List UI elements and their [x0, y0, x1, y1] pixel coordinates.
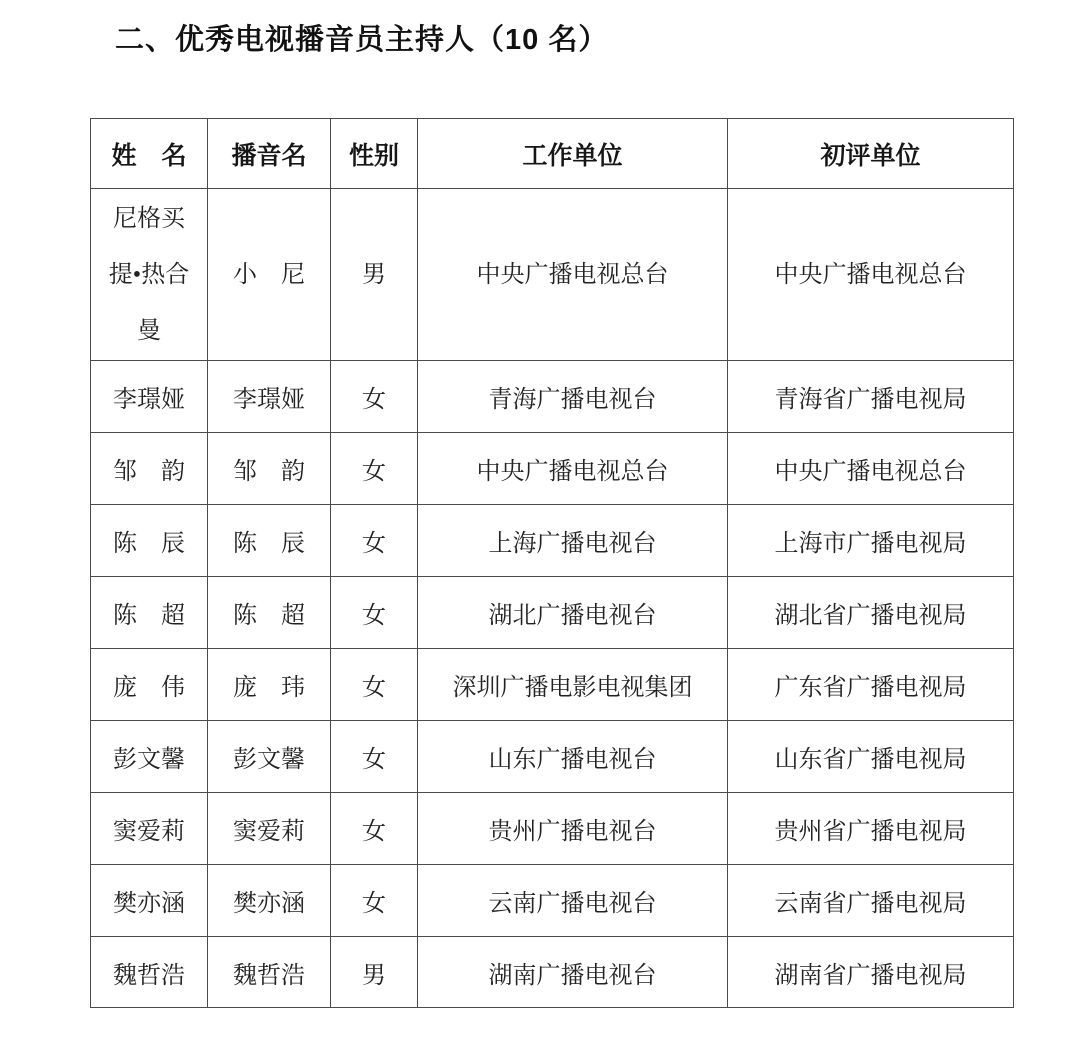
cell-review-unit: 山东省广播电视局	[728, 721, 1014, 793]
table-row	[91, 721, 1014, 793]
cell-review-unit: 广东省广播电视局	[728, 649, 1014, 721]
cell-name: 魏哲浩	[91, 937, 208, 1008]
table-row	[91, 937, 1014, 1008]
award-winners-table	[90, 118, 1014, 1008]
cell-stage-name: 陈 超	[208, 577, 331, 649]
table-row	[91, 505, 1014, 577]
cell-work-unit: 中央广播电视总台	[418, 189, 728, 361]
cell-review-unit: 中央广播电视总台	[728, 433, 1014, 505]
table-row	[91, 649, 1014, 721]
table-row	[91, 577, 1014, 649]
cell-stage-name: 庞 玮	[208, 649, 331, 721]
table-row	[91, 865, 1014, 937]
cell-work-unit: 云南广播电视台	[418, 865, 728, 937]
table-row	[91, 189, 1014, 361]
cell-gender: 女	[331, 721, 418, 793]
cell-gender: 女	[331, 649, 418, 721]
cell-name: 尼格买 提•热合 曼	[91, 189, 208, 361]
cell-stage-name: 邹 韵	[208, 433, 331, 505]
cell-review-unit: 湖北省广播电视局	[728, 577, 1014, 649]
cell-name: 彭文馨	[91, 721, 208, 793]
cell-gender: 女	[331, 865, 418, 937]
cell-gender: 男	[331, 189, 418, 361]
cell-gender: 女	[331, 505, 418, 577]
cell-name: 樊亦涵	[91, 865, 208, 937]
cell-review-unit: 青海省广播电视局	[728, 361, 1014, 433]
cell-work-unit: 山东广播电视台	[418, 721, 728, 793]
cell-gender: 女	[331, 577, 418, 649]
cell-work-unit: 湖南广播电视台	[418, 937, 728, 1008]
table-row	[91, 361, 1014, 433]
cell-gender: 男	[331, 937, 418, 1008]
header-gender: 性别	[331, 119, 418, 189]
header-review-unit: 初评单位	[728, 119, 1014, 189]
cell-stage-name: 窦爱莉	[208, 793, 331, 865]
cell-name: 陈 超	[91, 577, 208, 649]
cell-work-unit: 湖北广播电视台	[418, 577, 728, 649]
cell-name: 窦爱莉	[91, 793, 208, 865]
cell-stage-name: 魏哲浩	[208, 937, 331, 1008]
section-title: 二、优秀电视播音员主持人（10 名）	[115, 24, 609, 56]
cell-gender: 女	[331, 793, 418, 865]
cell-stage-name: 李璟娅	[208, 361, 331, 433]
cell-work-unit: 贵州广播电视台	[418, 793, 728, 865]
cell-work-unit: 青海广播电视台	[418, 361, 728, 433]
cell-name: 庞 伟	[91, 649, 208, 721]
header-name: 姓 名	[91, 119, 208, 189]
cell-review-unit: 中央广播电视总台	[728, 189, 1014, 361]
cell-review-unit: 上海市广播电视局	[728, 505, 1014, 577]
cell-stage-name: 彭文馨	[208, 721, 331, 793]
cell-gender: 女	[331, 433, 418, 505]
cell-work-unit: 深圳广播电影电视集团	[418, 649, 728, 721]
header-stage-name: 播音名	[208, 119, 331, 189]
cell-review-unit: 云南省广播电视局	[728, 865, 1014, 937]
cell-name: 陈 辰	[91, 505, 208, 577]
table-header-row	[91, 119, 1014, 189]
cell-name: 李璟娅	[91, 361, 208, 433]
cell-stage-name: 樊亦涵	[208, 865, 331, 937]
cell-review-unit: 湖南省广播电视局	[728, 937, 1014, 1008]
table-row	[91, 433, 1014, 505]
cell-review-unit: 贵州省广播电视局	[728, 793, 1014, 865]
cell-work-unit: 上海广播电视台	[418, 505, 728, 577]
table-row	[91, 793, 1014, 865]
cell-stage-name: 陈 辰	[208, 505, 331, 577]
cell-stage-name: 小 尼	[208, 189, 331, 361]
cell-name: 邹 韵	[91, 433, 208, 505]
header-work-unit: 工作单位	[418, 119, 728, 189]
cell-gender: 女	[331, 361, 418, 433]
cell-work-unit: 中央广播电视总台	[418, 433, 728, 505]
